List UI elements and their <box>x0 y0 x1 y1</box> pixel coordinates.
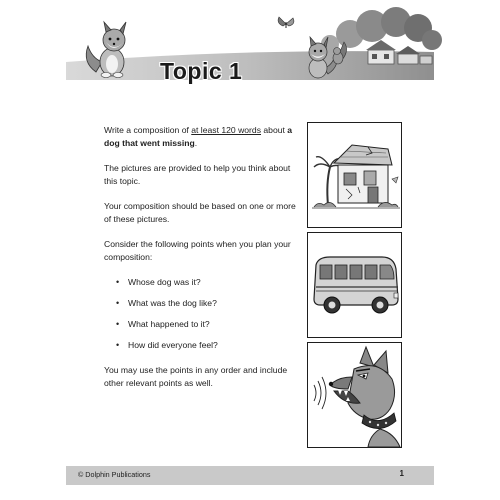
butterfly-icon <box>278 17 294 28</box>
list-item: • What was the dog like? <box>116 297 304 310</box>
page-title: Topic 1 <box>160 58 243 84</box>
header-band <box>0 0 500 92</box>
instruction-paragraph-1 <box>104 124 304 150</box>
instruction-text: about <box>261 125 288 135</box>
points-list <box>116 276 304 352</box>
instruction-text: Write a composition of <box>104 125 192 135</box>
instruction-text: . <box>194 138 198 148</box>
publisher-credit: © Dolphin Publications <box>78 470 151 479</box>
page-number: 1 <box>399 469 404 478</box>
list-item: • What happened to it? <box>116 318 304 331</box>
header-illustration <box>0 0 500 92</box>
composition-topic: a dog that went missing <box>104 125 293 148</box>
composition-instructions <box>104 124 304 402</box>
instruction-paragraph-5: You may use the points in any order and include other relevant points as well. <box>104 365 288 388</box>
house-icon <box>308 123 402 228</box>
list-item: • How did everyone feel? <box>116 339 304 352</box>
fox-icon <box>86 22 126 78</box>
picture-box-dog <box>307 342 402 448</box>
van-icon <box>308 233 402 338</box>
list-item: • Whose dog was it? <box>116 276 304 289</box>
instruction-paragraph-3: Your composition should be based on one or more of these pictures. <box>104 201 296 224</box>
dog-icon <box>308 343 402 448</box>
page-footer <box>66 466 434 485</box>
word-count-requirement: at least 120 words <box>191 125 261 135</box>
instruction-paragraph-4: Consider the following points when you plan your composition: <box>104 239 291 262</box>
picture-box-house <box>307 122 402 228</box>
instruction-paragraph-2: The pictures are provided to help you think about this topic. <box>104 163 291 186</box>
picture-box-van <box>307 232 402 338</box>
